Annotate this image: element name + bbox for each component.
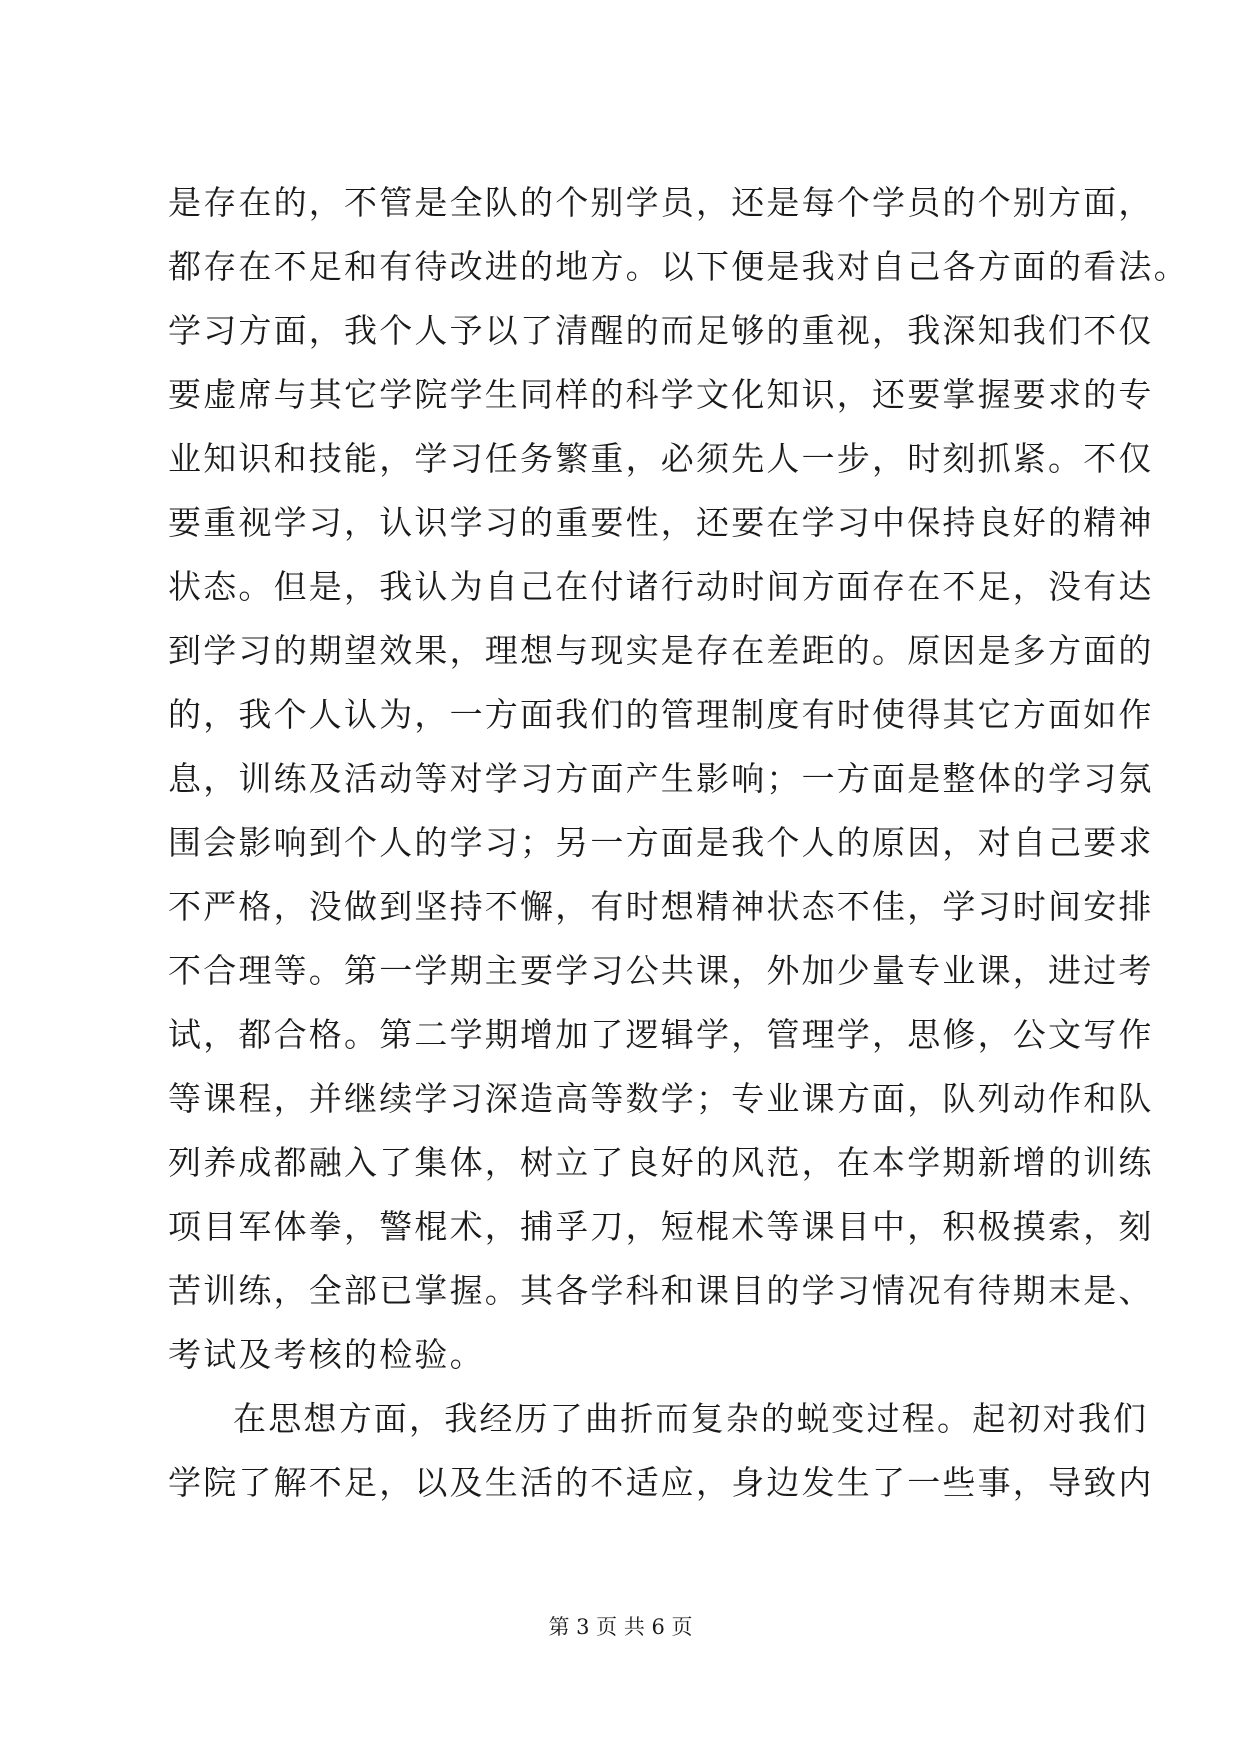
body-line-5: 业知识和技能，学习任务繁重，必须先人一步，时刻抓紧。不仅 [168,439,1154,478]
body-line-15: 等课程，并继续学习深造高等数学；专业课方面，队列动作和队 [168,1079,1154,1118]
body-line-7: 状态。但是，我认为自己在付诸行动时间方面存在不足，没有达 [168,567,1154,606]
body-line-1: 是存在的，不管是全队的个别学员，还是每个学员的个别方面， [168,183,1154,222]
body-line-10: 息，训练及活动等对学习方面产生影响；一方面是整体的学习氛 [168,759,1154,798]
body-line-8: 到学习的期望效果，理想与现实是存在差距的。原因是多方面的 [168,631,1154,670]
body-line-18: 苦训练，全部已掌握。其各学科和课目的学习情况有待期末是、 [168,1271,1154,1310]
paragraph-start-line: 在思想方面，我经历了曲折而复杂的蜕变过程。起初对我们 [233,1399,1149,1438]
body-line-2: 都存在不足和有待改进的地方。以下便是我对自己各方面的看法。 [168,247,1189,286]
page-footer: 第 3 页 共 6 页 [548,1615,693,1639]
body-line-19: 考试及考核的检验。 [168,1335,485,1374]
body-line-6: 要重视学习，认识学习的重要性，还要在学习中保持良好的精神 [168,503,1154,542]
body-line-21: 学院了解不足，以及生活的不适应，身边发生了一些事，导致内 [168,1463,1154,1502]
body-line-17: 项目军体拳，警棍术，捕孚刀，短棍术等课目中，积极摸索，刻 [168,1207,1154,1246]
body-line-14: 试，都合格。第二学期增加了逻辑学，管理学，思修，公文写作 [168,1015,1154,1054]
body-line-4: 要虚席与其它学院学生同样的科学文化知识，还要掌握要求的专 [168,375,1154,414]
body-line-16: 列养成都融入了集体，树立了良好的风范，在本学期新增的训练 [168,1143,1154,1182]
body-line-12: 不严格，没做到坚持不懈，有时想精神状态不佳，学习时间安排 [168,887,1154,926]
body-line-11: 围会影响到个人的学习；另一方面是我个人的原因，对自己要求 [168,823,1154,862]
body-line-13: 不合理等。第一学期主要学习公共课，外加少量专业课，进过考 [168,951,1154,990]
body-line-9: 的，我个人认为，一方面我们的管理制度有时使得其它方面如作 [168,695,1154,734]
body-line-3: 学习方面，我个人予以了清醒的而足够的重视，我深知我们不仅 [168,311,1154,350]
